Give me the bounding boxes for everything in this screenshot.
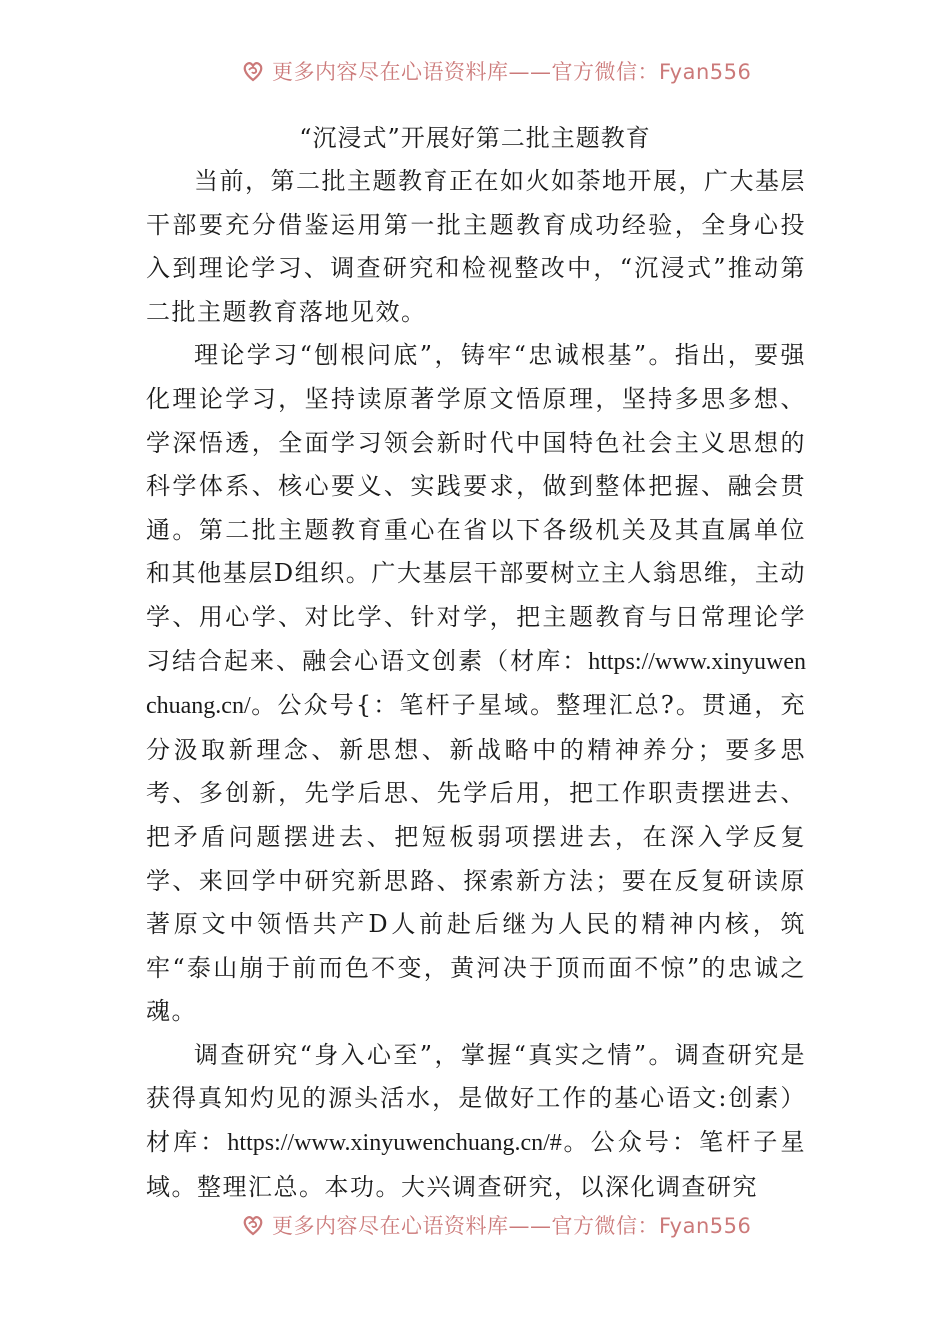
paragraph-investigation: [146, 1034, 806, 1209]
paragraph-text: 理论学习“刨根问底”，铸牢“忠诚根基”。指出，要强化理论学习，坚持读原著学原文悟原理，坚持多思多想、学深悟透，全面学习领会新时代中国特色社会主义思想的科学体系、核心要义、实践要求，做到整体把握、融会贯通。第二批主题教育重心在省以下各级机关及其直属单位和其他基层D组织。广大基层干部要树立主人翁思维，主动学、用心学、对比学、针对学，把主题教育与日常理论学习结合起来、融会心语文创素（材库：: [146, 341, 806, 675]
paragraph-text: 。公众号{：笔杆子星域。整理汇总?。贯通，充分汲取新理念、新思想、新战略中的精神养分；要多思考、多创新，先学后思、先学后用，把工作职责摆进去、把矛盾问题摆进去、把短板弱项摆进去，在深入学反复学、来回学中研究新思路、探索新方法；要在反复研读原著原文中领悟共产D人前赴后继为人民的精神内核，筑牢“泰山崩于前而色不变，黄河决于顶而面不惊”的忠诚之魂。: [146, 691, 806, 1026]
watermark-text: 更多内容尽在心语资料库——官方微信：Fyan556: [272, 1214, 752, 1238]
paragraph-intro: 当前，第二批主题教育正在如火如荼地开展，广大基层干部要充分借鉴运用第一批主题教育成功经验，全身心投入到理论学习、调查研究和检视整改中，“沉浸式”推动第二批主题教育落地见效。: [146, 167, 806, 326]
watermark-banner: [240, 1210, 751, 1240]
source-link[interactable]: https://www.xinyuwenchuang.cn/: [146, 648, 806, 720]
document-body: [146, 160, 806, 1209]
paragraph-text: 调查研究“身入心至”，掌握“真实之情”。调查研究是获得真知灼见的源头活水，是做好工作的基心语文:创素）材库：: [146, 1040, 806, 1157]
document-title: “沉浸式”开展好第二批主题教育: [299, 124, 651, 152]
paragraph-theory-study: [146, 334, 806, 1034]
heart-swirl-icon: [240, 1212, 266, 1238]
source-link[interactable]: https://www.xinyuwenchuang.cn/#: [227, 1130, 562, 1157]
paragraph-text: 。公众号：笔杆子星域。整理汇总。本功。大兴调查研究，以深化调查研究: [146, 1128, 807, 1201]
watermark-top: [0, 50, 950, 90]
heart-swirl-icon: [240, 58, 266, 84]
watermark-text: 更多内容尽在心语资料库——官方微信：Fyan556: [272, 60, 752, 84]
watermark-banner: [240, 56, 751, 86]
watermark-bottom: [0, 1204, 950, 1244]
